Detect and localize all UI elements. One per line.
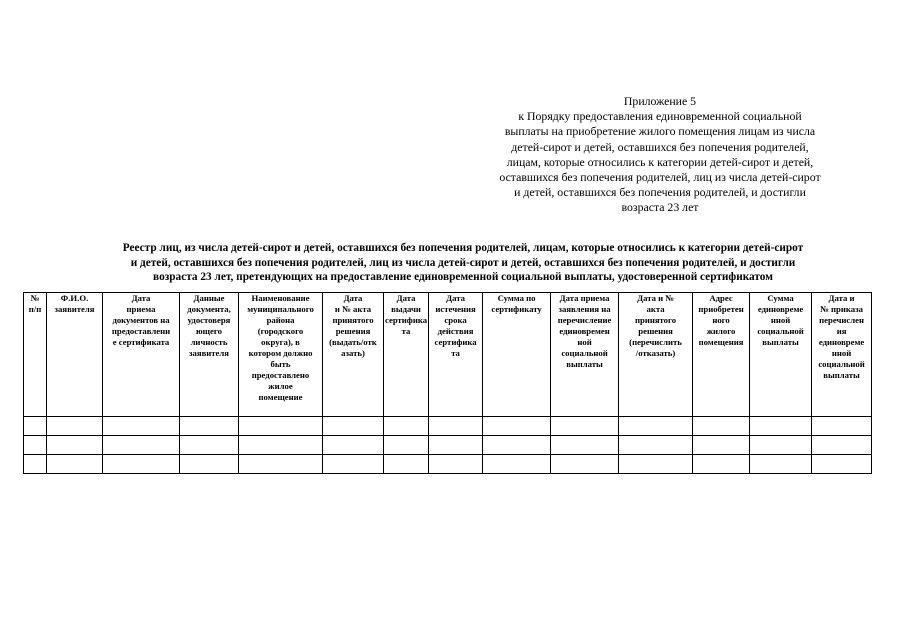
column-header xyxy=(483,293,551,417)
table-cell xyxy=(619,455,693,474)
column-header-line: Дата xyxy=(343,293,363,303)
column-header-line: Дата xyxy=(396,293,416,303)
column-header-line: жилого xyxy=(706,326,736,336)
table-cell xyxy=(693,436,750,455)
column-header-line: (городского xyxy=(257,326,304,336)
column-header-line: заявителя xyxy=(54,304,95,314)
column-header xyxy=(384,293,429,417)
column-header-line: Дата приема xyxy=(559,293,610,303)
table-cell xyxy=(812,417,872,436)
column-header-line: социальной xyxy=(757,326,804,336)
column-header-line: решения xyxy=(335,326,371,336)
column-header-line: Сумма по xyxy=(497,293,536,303)
column-header-line: района xyxy=(266,315,295,325)
column-header xyxy=(47,293,103,417)
column-header-line: действия xyxy=(437,326,474,336)
table-cell xyxy=(429,455,483,474)
title-line: возраста 23 лет, претендующих на предоставление единовременной социальной выплаты, удостоверенной сертификатом xyxy=(153,271,773,284)
table-cell xyxy=(384,436,429,455)
column-header-line: приобретен xyxy=(698,304,744,314)
column-header-line: предоставлени xyxy=(111,326,171,336)
table-cell xyxy=(483,455,551,474)
column-header-line: удостоверя xyxy=(187,315,231,325)
table-cell xyxy=(750,455,812,474)
column-header-line: решения xyxy=(638,326,673,336)
column-header-line: Наименование xyxy=(251,293,310,303)
table-cell xyxy=(180,417,239,436)
table-cell xyxy=(47,417,103,436)
table-cell xyxy=(47,455,103,474)
column-header-line: принятого xyxy=(634,315,677,325)
appendix-line: лицам, которые относились к категории детей-сирот и детей, xyxy=(506,154,814,169)
column-header xyxy=(180,293,239,417)
column-header-line: принятого xyxy=(332,315,374,325)
appendix-line: возраста 23 лет xyxy=(621,200,699,215)
column-header-line: акта xyxy=(646,304,665,314)
column-header-line: предоставлено xyxy=(251,370,310,380)
table-cell xyxy=(323,455,384,474)
column-header-line: ной xyxy=(577,337,592,347)
table-cell xyxy=(619,436,693,455)
table-body xyxy=(24,417,872,474)
column-header-line: округа), в xyxy=(261,337,300,347)
column-header-line: нной xyxy=(770,315,791,325)
appendix-line: оставшихся без попечения родителей, лиц из числа детей-сирот xyxy=(499,170,821,185)
column-header-line: перечислен xyxy=(819,315,864,325)
column-header-line: азать) xyxy=(341,348,365,358)
table-cell xyxy=(323,436,384,455)
column-header-line: выплаты xyxy=(762,337,799,347)
column-header xyxy=(239,293,323,417)
column-header xyxy=(323,293,384,417)
table-cell xyxy=(384,417,429,436)
table-cell xyxy=(551,417,619,436)
column-header-line: социальной xyxy=(818,359,865,369)
column-header-line: Дата и № xyxy=(637,293,674,303)
table-header-row xyxy=(24,293,872,417)
table-row xyxy=(24,455,872,474)
column-header-line: Дата и xyxy=(828,293,855,303)
column-header-line: № xyxy=(30,293,40,303)
table-cell xyxy=(103,455,180,474)
table-cell xyxy=(24,455,47,474)
column-header-line: документа, xyxy=(187,304,231,314)
table-cell xyxy=(619,417,693,436)
appendix-line: детей-сирот и детей, оставшихся без попечения родителей, xyxy=(511,139,809,154)
appendix-header xyxy=(475,94,845,216)
column-header-line: единовреме xyxy=(757,304,804,314)
table-cell xyxy=(24,417,47,436)
table-cell xyxy=(103,436,180,455)
column-header-line: та xyxy=(401,326,411,336)
column-header-line: п/п xyxy=(28,304,42,314)
appendix-line: и детей, оставшихся без попечения родителей, и достигли xyxy=(514,185,806,200)
column-header-line: единовреме xyxy=(818,337,865,347)
column-header-line: и № акта xyxy=(334,304,372,314)
column-header-line: приема xyxy=(126,304,156,314)
column-header-line: та xyxy=(451,348,460,358)
table-row xyxy=(24,436,872,455)
column-header-line: ия xyxy=(836,326,847,336)
table-cell xyxy=(180,455,239,474)
table-cell xyxy=(750,436,812,455)
column-header-line: единовремен xyxy=(559,326,610,336)
table-cell xyxy=(693,455,750,474)
column-header xyxy=(551,293,619,417)
column-header-line: выдачи xyxy=(391,304,421,314)
table-cell xyxy=(750,417,812,436)
column-header-line: выплаты xyxy=(823,370,860,380)
column-header xyxy=(429,293,483,417)
column-header-line: муниципального xyxy=(247,304,314,314)
title-line: Реестр лиц, из числа детей-сирот и детей, оставшихся без попечения родителей, лицам, которые относились к категории детей-сирот xyxy=(122,242,804,254)
column-header-line: помещения xyxy=(698,337,744,347)
table-cell xyxy=(483,417,551,436)
table-cell xyxy=(239,436,323,455)
column-header xyxy=(103,293,180,417)
table-cell xyxy=(551,455,619,474)
column-header-line: (выдать/отк xyxy=(329,337,377,347)
column-header-line: Дата xyxy=(446,293,465,303)
column-header xyxy=(619,293,693,417)
column-header-line: ющего xyxy=(196,326,222,336)
registry-table xyxy=(23,292,872,474)
table-cell xyxy=(812,436,872,455)
table-cell xyxy=(429,417,483,436)
column-header xyxy=(750,293,812,417)
appendix-line: к Порядку предоставления единовременной социальной xyxy=(518,109,802,124)
column-header-line: Дата xyxy=(131,293,151,303)
appendix-line: выплаты на приобретение жилого помещения лицам из числа xyxy=(504,124,816,139)
column-header-line: ного xyxy=(712,315,730,325)
column-header xyxy=(24,293,47,417)
column-header-line: документов на xyxy=(112,315,170,325)
column-header-line: № приказа xyxy=(820,304,863,314)
table-cell xyxy=(239,417,323,436)
column-header-line: срока xyxy=(444,315,467,325)
table-row xyxy=(24,417,872,436)
column-header-line: нной xyxy=(831,348,852,358)
table-cell xyxy=(323,417,384,436)
column-header-line: социальной xyxy=(561,348,608,358)
title-line: и детей, оставшихся без попечения родителей, лиц из числа детей-сирот и детей, оставшихся без попечения родителей, и достигли xyxy=(130,256,796,269)
table-cell xyxy=(429,436,483,455)
column-header-line: заявителя xyxy=(189,348,229,358)
column-header-line: заявления на xyxy=(558,304,611,314)
appendix-line: Приложение 5 xyxy=(623,94,697,108)
table-cell xyxy=(483,436,551,455)
column-header-line: сертифика xyxy=(434,337,477,347)
column-header-line: жилое xyxy=(268,381,293,391)
column-header-line: сертификату xyxy=(491,304,542,314)
column-header xyxy=(693,293,750,417)
registry-title xyxy=(20,241,905,285)
table-cell xyxy=(103,417,180,436)
table-cell xyxy=(24,436,47,455)
column-header-line: Сумма xyxy=(767,293,794,303)
table-cell xyxy=(180,436,239,455)
column-header-line: Ф.И.О. xyxy=(60,293,89,303)
table-cell xyxy=(693,417,750,436)
table-cell xyxy=(551,436,619,455)
table-cell xyxy=(47,436,103,455)
table-cell xyxy=(384,455,429,474)
column-header-line: быть xyxy=(270,359,291,369)
column-header-line: /отказать) xyxy=(635,348,676,358)
table-cell xyxy=(239,455,323,474)
column-header-line: личность xyxy=(190,337,228,347)
column-header-line: (перечислить xyxy=(629,337,682,347)
column-header-line: сертифика xyxy=(385,315,428,325)
column-header-line: Данные xyxy=(193,293,225,303)
column-header-line: истечения xyxy=(435,304,476,314)
table-cell xyxy=(812,455,872,474)
column-header-line: е сертификата xyxy=(112,337,170,347)
column-header-line: помещение xyxy=(258,392,303,402)
column-header-line: выплаты xyxy=(566,359,603,369)
column-header-line: котором должно xyxy=(248,348,313,358)
column-header-line: перечисление xyxy=(557,315,612,325)
column-header xyxy=(812,293,872,417)
column-header-line: Адрес xyxy=(709,293,733,303)
